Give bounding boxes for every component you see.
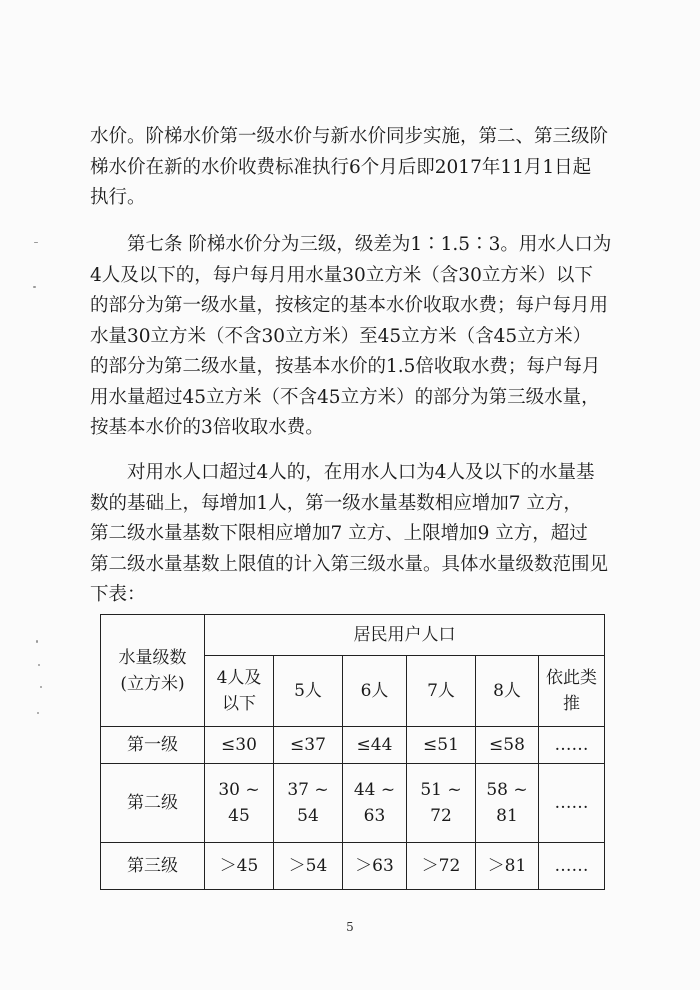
text-line: 第二级水量基数上限值的计入第三级水量。具体水量级数范围见 [90,553,609,575]
text-line: 梯水价在新的水价收费标准执行6个月后即2017年11月1日起 [90,156,592,178]
column-header: 7人 [407,656,476,727]
table-cell: ＞72 [407,843,476,890]
scan-speck [38,664,40,666]
text-line: 第二级水量基数下限相应增加7 立方、上限增加9 立方，超过 [90,523,588,544]
scan-speck [34,242,38,243]
scan-speck [37,712,39,714]
table-group-header: 居民用户人口 [205,615,605,656]
text-line: 按基本水价的3倍收取水费。 [90,417,324,438]
table-cell: …… [539,843,605,890]
table-cell: …… [539,764,605,843]
text-line: 水价。阶梯水价第一级水价与新水价同步实施，第二、第三级阶 [90,126,609,147]
column-header-line: 4人及 [216,668,262,688]
paragraph-household-adjustment [90,458,620,611]
table-corner-header [101,615,205,727]
table-row [101,764,605,843]
text-line: 水量30立方米（不含30立方米）至45立方米（含45立方米） [90,325,592,347]
column-header-line: 以下 [222,694,256,714]
table-cell: 30 ~ 45 [205,764,274,843]
table-cell: ≤37 [274,727,343,764]
paragraph-tier-effective-dates [90,122,620,214]
cell-line: 44 ~ [353,780,396,800]
table-cell [343,764,407,843]
paragraph-article-seven [90,230,620,444]
text-line: 用水量超过45立方米（不含45立方米）的部分为第三级水量， [90,386,600,408]
text-line: 数的基础上，每增加1人，第一级水量基数相应增加7 立方， [90,492,582,514]
column-header: 6人 [343,656,407,727]
table-cell: 37 ~ 54 [274,764,343,843]
table-cell: ≤58 [476,727,539,764]
cell-line: 63 [363,806,386,826]
table-cell: ≤44 [343,727,407,764]
scan-speck [33,286,36,288]
column-header-line: 推 [563,694,580,714]
table-cell: 58 ~ 81 [476,764,539,843]
column-header: 5人 [274,656,343,727]
row-label: 第三级 [101,843,205,890]
table-row [101,843,605,890]
text-line: 执行。 [90,187,146,208]
text-line: 对用水人口超过4人的，在用水人口为4人及以下的水量基 [127,462,595,483]
column-header [539,656,605,727]
table-cell: ＞54 [274,843,343,890]
scan-speck [40,686,42,688]
text-line: 4人及以下的，每户每月用水量30立方米（含30立方米）以下 [90,264,593,286]
text-line: 下表： [90,584,146,605]
corner-header-line: 水量级数 [118,647,187,668]
text-line: 的部分为第二级水量，按基本水价的1.5倍收取水费；每户每月 [90,356,601,377]
scan-speck [36,640,38,643]
column-header: 8人 [476,656,539,727]
text-line: 的部分为第一级水量，按核定的基本水价收取水费；每户每月用 [90,295,609,316]
column-header-line: 依此类 [546,668,597,688]
table-cell: ≤30 [205,727,274,764]
row-label: 第一级 [101,727,205,764]
corner-header-line: (立方米) [120,673,185,694]
column-header [205,656,274,727]
table-row [101,727,605,764]
table-cell: ＞45 [205,843,274,890]
table-cell: ＞81 [476,843,539,890]
table-cell: ≤51 [407,727,476,764]
row-label: 第二级 [101,764,205,843]
page-number: 5 [346,920,354,934]
water-tier-table [100,614,605,890]
text-line: 第七条 阶梯水价分为三级，级差为1∶1.5∶3。用水人口为 [127,234,612,255]
table-cell: …… [539,727,605,764]
table-cell: ＞63 [343,843,407,890]
table-cell: 51 ~ 72 [407,764,476,843]
